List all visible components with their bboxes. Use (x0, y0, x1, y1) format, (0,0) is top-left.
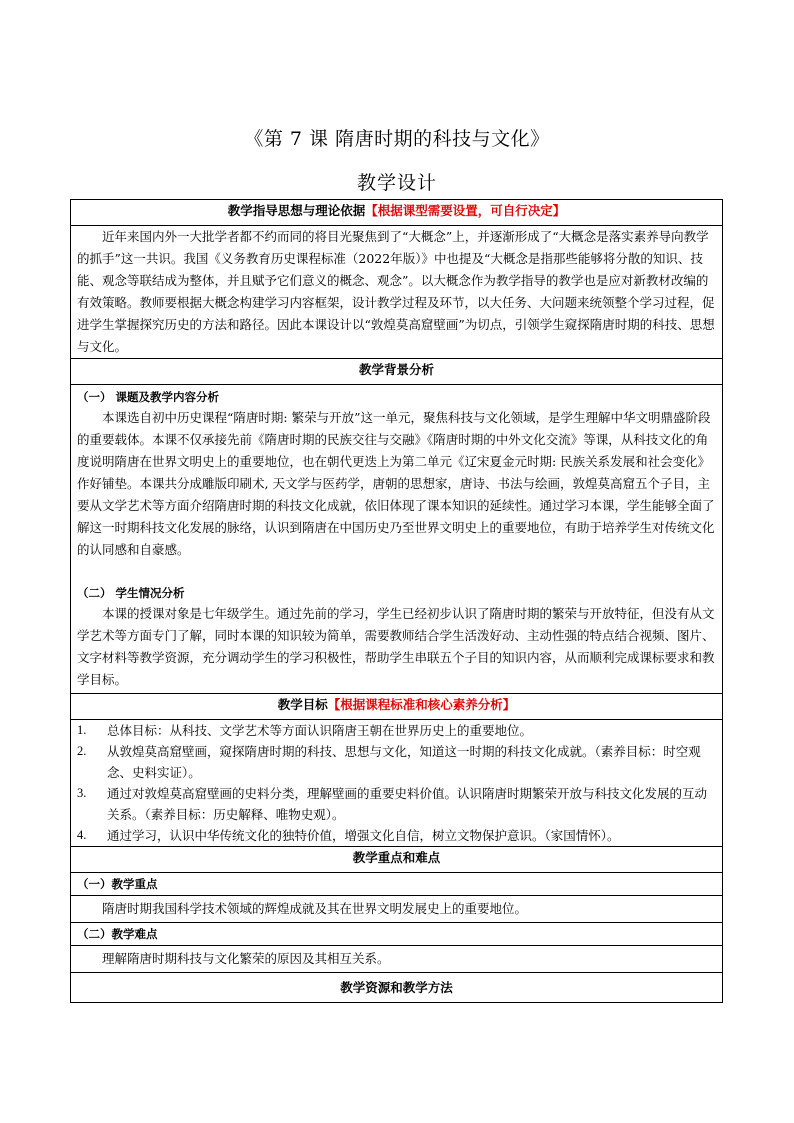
focus-cell (71, 896, 723, 923)
goals-header (71, 694, 723, 720)
lesson-plan-table (70, 199, 723, 1003)
document-title: 《第 7 课 隋唐时期的科技与文化》 (244, 128, 550, 150)
guiding-header (71, 200, 723, 226)
document-subtitle: 教学设计 (356, 172, 437, 194)
guiding-header-label: 教学指导思想与理论依据 (227, 203, 366, 218)
course-analysis-title: （一） 课题及教学内容分析 (77, 390, 220, 404)
difficulty-cell (71, 946, 723, 973)
background-header: 教学背景分析 (71, 359, 723, 385)
resources-header: 教学资源和教学方法 (71, 973, 723, 1003)
focus-title-cell (71, 873, 723, 896)
student-analysis-title: （二） 学生情况分析 (77, 586, 185, 600)
guiding-cell (71, 226, 723, 359)
difficulty-title-cell (71, 923, 723, 946)
background-cell (71, 385, 723, 694)
goal-number: 3. (77, 786, 87, 800)
goal-item (77, 825, 716, 846)
focus-text: 隋唐时期我国科学技术领域的辉煌成就及其在世界文明发展史上的重要地位。 (102, 901, 528, 916)
goal-number: 4. (77, 828, 87, 842)
difficulty-title: （二）教学难点 (77, 927, 158, 941)
difficulty-text: 理解隋唐时期科技与文化繁荣的原因及其相互关系。 (102, 951, 390, 966)
goal-item (77, 720, 716, 741)
key-points-header: 教学重点和难点 (71, 847, 723, 873)
guiding-text: 近年来国内外一大批学者都不约而同的将目光聚焦到了“大概念”上，并逐渐形成了“大概念是落实素养导向教学的抓手”这一共识。我国《义务教育历史课程标准（2022年版）》中也提及“大概念是指那些能够将分散的知识、技能、观念等联结成为整体，并且赋予它们意义的概念、观念”。以大概念作为教学指导的教学也是应对新教材改编的有效策略。教师要根据大概念构建学习内容框架，设计教学过程及环节，以大任务、大问题来统领整个学习过程，促进学生掌握探究历史的方法和路径。因此本课设计以“敦煌莫高窟壁画”为切点，引领学生窥探隋唐时期的科技、思想与文化。 (77, 229, 715, 354)
goal-number: 1. (77, 723, 87, 737)
goal-text: 通过对敦煌莫高窟壁画的史料分类，理解壁画的重要史料价值。认识隋唐时期繁荣开放与科技文化发展的互动关系。（素养目标：历史解释、唯物史观）。 (107, 786, 708, 822)
goal-text: 通过学习，认识中华传统文化的独特价值，增强文化自信，树立文物保护意识。（家国情怀）。 (107, 828, 620, 843)
goal-text: 总体目标：从科技、文学艺术等方面认识隋唐王朝在世界历史上的重要地位。 (107, 723, 533, 738)
goal-number: 2. (77, 744, 87, 758)
goal-text: 从敦煌莫高窟壁画，窥探隋唐时期的科技、思想与文化，知道这一时期的科技文化成就。（素养目标：时空观念、史料实证）。 (107, 744, 701, 780)
focus-title: （一）教学重点 (77, 877, 158, 891)
course-analysis-text: 本课选自初中历史课程“隋唐时期: 繁荣与开放”这一单元，聚焦科技与文化领域，是学生理解中华文明鼎盛阶段的重要载体。本课不仅承接先前《隋唐时期的民族交往与交融》《隋唐时期的中外文化交流》等课，从科技文化的角度说明隋唐在世界文明史上的重要地位，也在朝代更迭上为第二单元《辽宋夏金元时期: 民族关系发展和社会变化》作好铺垫。本课共分成雕版印刷术, 天文学与医药学，唐朝的思想家，唐诗、书法与绘画，敦煌莫高窟五个子目，主要从文学艺术等方面介绍隋唐时期的科技文化成就，依旧体现了课本知识的延续性。通过学习本课，学生能够全面了解这一时期科技文化发展的脉络，认识到隋唐在中国历史乃至世界文明史上的重要地位，有助于培养学生对传统文化的认同感和自豪感。 (77, 410, 715, 557)
guiding-header-note: 【根据课型需要设置，可自行决定】 (365, 203, 566, 218)
goals-header-note: 【根据课程标准和核心素养分析】 (327, 697, 516, 712)
goals-cell (71, 720, 723, 847)
section-gap (71, 561, 722, 583)
goal-item (77, 741, 716, 783)
student-analysis-text: 本课的授课对象是七年级学生。通过先前的学习，学生已经初步认识了隋唐时期的繁荣与开放特征，但没有从文学艺术等方面专门了解，同时本课的知识较为简单，需要教师结合学生活泼好动、主动性强的特点结合视频、图片、文字材料等教学资源，充分调动学生的学习积极性，帮助学生串联五个子目的知识内容，从而顺利完成课标要求和教学目标。 (77, 606, 715, 687)
goals-header-label: 教学目标 (277, 697, 328, 712)
goal-item (77, 783, 716, 825)
